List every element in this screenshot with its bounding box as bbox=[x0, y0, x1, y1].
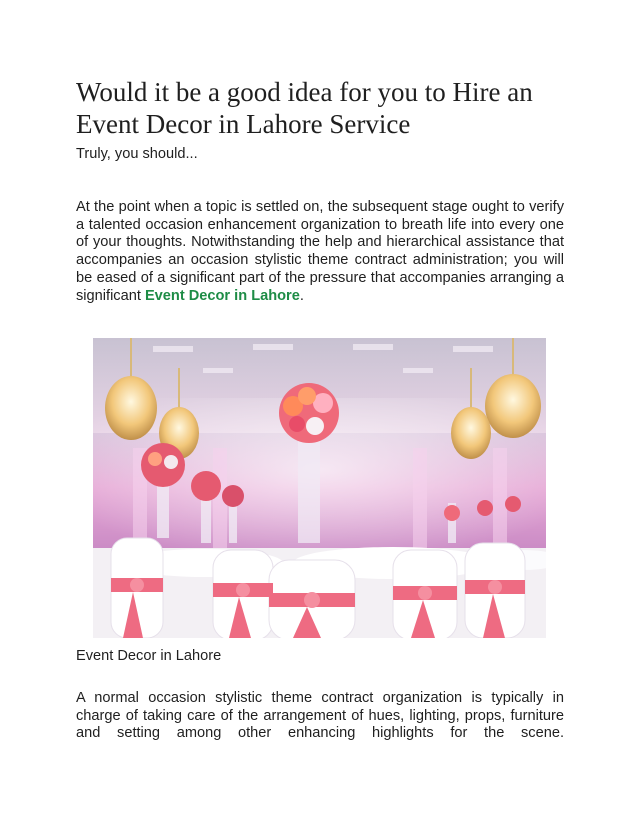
event-decor-link[interactable]: Event Decor in Lahore bbox=[144, 287, 300, 304]
intro-text-end: . bbox=[299, 287, 304, 304]
page-title: Would it be a good idea for you to Hire an Event Decor in Lahore Service bbox=[76, 77, 533, 139]
image-caption: Event Decor in Lahore bbox=[76, 648, 222, 664]
event-decor-photo bbox=[93, 338, 546, 638]
intro-paragraph bbox=[76, 199, 564, 305]
second-paragraph: A normal occasion stylistic theme contract organization is typically in charge of taking care of the arrangement of hues, lighting, props, furniture and setting among other enhancing highlights for the scene. bbox=[76, 690, 564, 742]
subtitle: Truly, you should... bbox=[76, 146, 198, 162]
intro-text: At the point when a topic is settled on, the subsequent stage ought to verify a talented occasion enhancement organization to breath life into every one of your thoughts. Notwithstanding the help and hierarchical assistance that accompanies an occasion stylistic theme contract administration; you will be eased of a significant part of the pressure that accompanies arranging a significant bbox=[76, 199, 564, 304]
